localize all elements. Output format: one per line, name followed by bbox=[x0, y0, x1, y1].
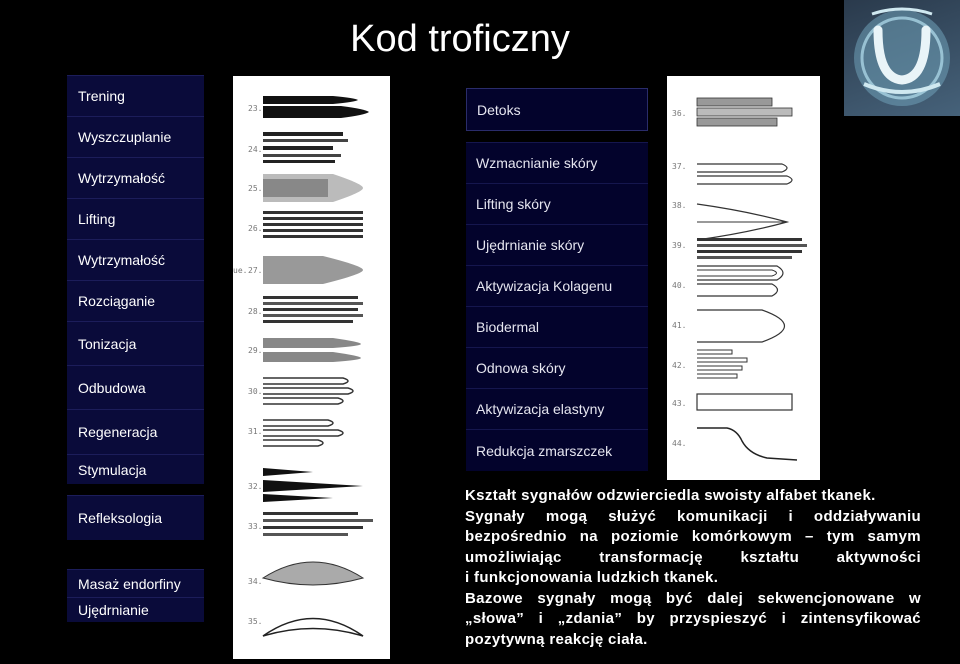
signal-number: 42. bbox=[672, 361, 687, 370]
left-menu-item-odbudowa[interactable]: Odbudowa bbox=[67, 365, 204, 409]
logo-emblem-icon bbox=[844, 0, 960, 116]
menu-item-wzmacnianie-skory[interactable]: Wzmacnianie skóry bbox=[466, 142, 648, 183]
signal-shapes-panel-left bbox=[233, 76, 390, 659]
signal-number: 36. bbox=[672, 109, 687, 118]
signal-number: 37. bbox=[672, 162, 687, 171]
signal-shapes-graphic-right bbox=[667, 76, 820, 480]
signal-number: 24. bbox=[248, 145, 263, 154]
signal-number: 27. bbox=[248, 266, 263, 275]
left-menu-item-wyszczuplanie[interactable]: Wyszczuplanie bbox=[67, 116, 204, 157]
menu-item-redukcja-zmarszczek[interactable]: Redukcja zmarszczek bbox=[466, 429, 648, 471]
signal-number: 23. bbox=[248, 104, 263, 113]
signal-number: 35. bbox=[248, 617, 263, 626]
description-line: Kształt sygnałów odzwierciedla swoisty alfabet tkanek. bbox=[465, 487, 876, 504]
left-menu-item-masaz-endorfiny[interactable]: Masaż endorfiny bbox=[67, 569, 204, 597]
description-line: pozytywną reakcję ciała. bbox=[465, 630, 648, 648]
signal-number: 39. bbox=[672, 241, 687, 250]
left-menu-item-regeneracja[interactable]: Regeneracja bbox=[67, 409, 204, 454]
signal-number: 44. bbox=[672, 439, 687, 448]
signal-number: 34. bbox=[248, 577, 263, 586]
page-title: Kod troficzny bbox=[350, 18, 570, 60]
signal-number: 40. bbox=[672, 281, 687, 290]
logo bbox=[844, 0, 960, 116]
menu-item-ujedrnianie-skory[interactable]: Ujędrnianie skóry bbox=[466, 224, 648, 265]
menu-item-odnowa-skory[interactable]: Odnowa skóry bbox=[466, 347, 648, 388]
menu-item-biodermal[interactable]: Biodermal bbox=[466, 306, 648, 347]
signal-number: 41. bbox=[672, 321, 687, 330]
signal-number: 25. bbox=[248, 184, 263, 193]
left-menu-item-stymulacja[interactable]: Stymulacja bbox=[67, 454, 204, 484]
description-line: i funkcjonowania ludzkich tkanek. bbox=[465, 569, 719, 586]
signal-number: 43. bbox=[672, 399, 687, 408]
signal-number: 29. bbox=[248, 346, 263, 355]
left-menu-item-trening[interactable]: Trening bbox=[67, 75, 204, 116]
left-menu-item-rozciaganie[interactable]: Rozciąganie bbox=[67, 280, 204, 321]
left-menu-item-wytrzymalosc-2[interactable]: Wytrzymałość bbox=[67, 239, 204, 280]
description-line: umożliwiając transformację kształtu aktywności bbox=[465, 548, 921, 566]
signal-number-extra: ue. bbox=[233, 266, 248, 275]
left-menu-item-tonizacja[interactable]: Tonizacja bbox=[67, 321, 204, 365]
signal-shapes-panel-right bbox=[667, 76, 820, 480]
left-menu-item-lifting[interactable]: Lifting bbox=[67, 198, 204, 239]
signal-shapes-graphic bbox=[233, 76, 390, 659]
description-text bbox=[465, 486, 921, 650]
signal-number: 31. bbox=[248, 427, 263, 436]
signal-number: 32. bbox=[248, 482, 263, 491]
signal-number: 33. bbox=[248, 522, 263, 531]
menu-item-lifting-skory[interactable]: Lifting skóry bbox=[466, 183, 648, 224]
left-menu-item-wytrzymalosc[interactable]: Wytrzymałość bbox=[67, 157, 204, 198]
description-line: „słowa” i „zdania” by przyspieszyć i zintensyfikować bbox=[465, 610, 921, 627]
left-menu-item-ujedrnianie[interactable]: Ujędrnianie bbox=[67, 597, 204, 622]
signal-number: 30. bbox=[248, 387, 263, 396]
menu-item-aktywizacja-kolagenu[interactable]: Aktywizacja Kolagenu bbox=[466, 265, 648, 306]
menu-item-aktywizacja-elastyny[interactable]: Aktywizacja elastyny bbox=[466, 388, 648, 429]
signal-number: 28. bbox=[248, 307, 263, 316]
description-line: Bazowe sygnały mogą być dalej sekwencjonowane w bbox=[465, 589, 921, 607]
signal-number: 38. bbox=[672, 201, 687, 210]
menu-item-detoks[interactable]: Detoks bbox=[466, 88, 648, 131]
signal-number: 26. bbox=[248, 224, 263, 233]
description-line: Sygnały mogą służyć komunikacji i oddziaływaniu bbox=[465, 507, 921, 525]
left-menu-item-refleksologia[interactable]: Refleksologia bbox=[67, 495, 204, 540]
description-line: bezpośrednio na poziomie komórkowym – tym samym bbox=[465, 528, 921, 545]
